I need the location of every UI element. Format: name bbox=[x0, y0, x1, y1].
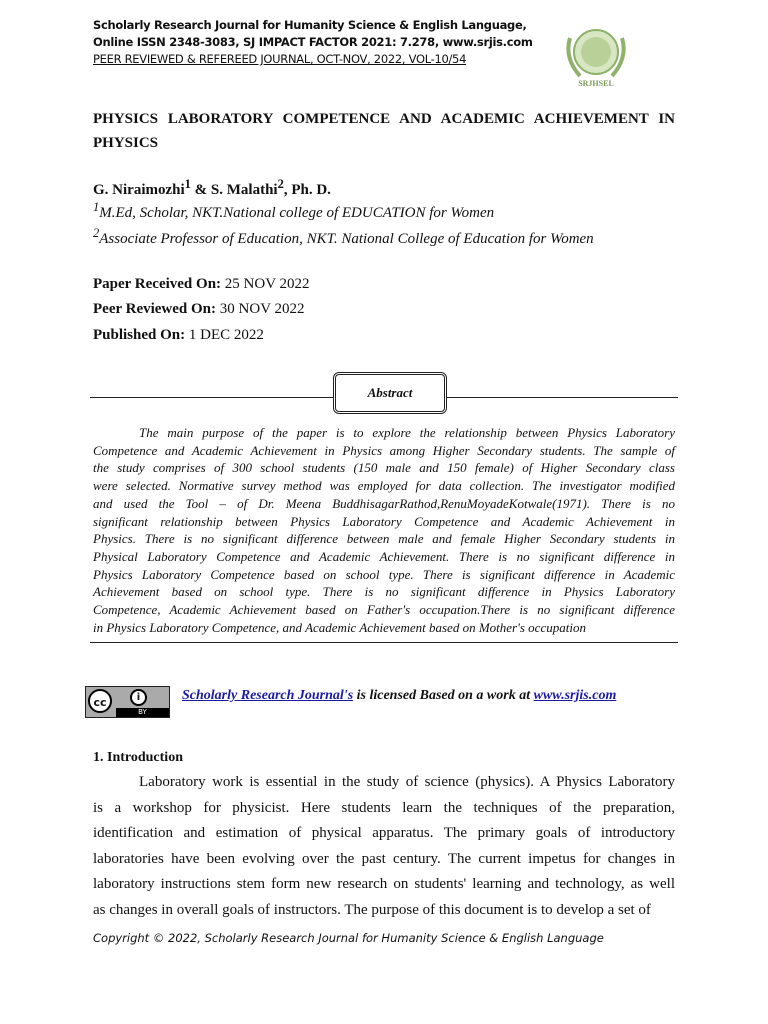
by-label: BY bbox=[116, 708, 169, 717]
journal-issn: Online ISSN 2348-3083, SJ IMPACT FACTOR 2021: 7.278, www.srjis.com bbox=[93, 35, 533, 49]
text-line: the study comprises of 300 school students (150 male and 150 female) of Higher Secondary class bbox=[93, 460, 675, 476]
authors: G. Niraimozhi$^1$ & S. Malathi$^2$, Ph. D. bbox=[93, 177, 331, 198]
text-line: is a workshop for physicist. Here students learn the techniques of the preparation, bbox=[93, 799, 675, 816]
abstract-heading: Abstract bbox=[333, 372, 447, 414]
text-line: in Physics Laboratory Competence, and Academic Achievement based on Mother's occupation bbox=[93, 619, 586, 635]
website-link[interactable]: www.srjis.com bbox=[533, 688, 617, 703]
copyright-footer: Copyright © 2022, Scholarly Research Journal for Humanity Science & English Language bbox=[93, 931, 604, 945]
text-line: Achievement based on school type. There is no significant difference in Physics Laboratory bbox=[93, 584, 675, 600]
affiliation-2: $^2$Associate Professor of Education, NKT. National College of Education for Women bbox=[93, 226, 594, 247]
attribution-icon: i bbox=[130, 689, 147, 706]
date-reviewed: Peer Reviewed On: 30 NOV 2022 bbox=[93, 301, 305, 317]
text-line: Laboratory work is essential in the study of science (physics). A Physics Laboratory bbox=[139, 774, 675, 790]
svg-text:SRJHSEL: SRJHSEL bbox=[578, 79, 614, 88]
text-line: Physics. There is no significant difference between male and female Higher Secondary students in bbox=[93, 531, 675, 547]
abstract-bottom-rule bbox=[90, 642, 678, 643]
cc-by-badge bbox=[85, 686, 170, 718]
text-line: laboratory instructions stem form new research on students' learning and technology, as well bbox=[93, 876, 675, 893]
text-line: The main purpose of the paper is to explore the relationship between Physics Laboratory bbox=[139, 425, 675, 440]
cc-icon: cc bbox=[88, 689, 112, 713]
text-line: laboratories have been evolving over the past century. The current impetus for changes in bbox=[93, 850, 675, 867]
journal-volume: PEER REVIEWED & REFEREED JOURNAL, OCT-NOV, 2022, VOL-10/54 bbox=[93, 52, 467, 66]
license-text: Scholarly Research Journal's is licensed Based on a work at www.srjis.com bbox=[182, 688, 617, 703]
section-heading-introduction: 1. Introduction bbox=[93, 750, 183, 765]
date-published: Published On: 1 DEC 2022 bbox=[93, 327, 264, 343]
journal-link[interactable]: Scholarly Research Journal's bbox=[182, 688, 354, 703]
text-line: Physical Laboratory Competence and Academic Achievement. There is no significant difference in bbox=[93, 548, 675, 564]
text-line: significant relationship between Physics Laboratory Competence and Academic Achievement in bbox=[93, 513, 675, 529]
text-line: as changes in overall goals of instructors. The purpose of this document is to develop a set of bbox=[93, 902, 651, 918]
text-line: identification and estimation of physical apparatus. The primary goals of introductory bbox=[93, 825, 675, 842]
text-line: and used the Tool – of Dr. Meena BuddhisagarRathod,RenuMoyadeKotwale(1971). There is no bbox=[93, 495, 675, 511]
paper-title-line1: PHYSICS LABORATORY COMPETENCE AND ACADEMIC ACHIEVEMENT IN bbox=[93, 111, 675, 127]
journal-name: Scholarly Research Journal for Humanity Science & English Language, bbox=[93, 18, 527, 32]
text-line: were selected. Normative survey method was employed for data collection. The investigator modified bbox=[93, 478, 675, 494]
text-line: Competence, Academic Achievement based on Father's occupation.There is no significant difference bbox=[93, 602, 675, 617]
text-line: Physics Laboratory Competence based on school type. There is significant difference in Academic bbox=[93, 566, 675, 582]
text-line: Competence and Academic Achievement in Physics among Higher Secondary students. The sample of bbox=[93, 442, 675, 458]
affiliation-1: $^1$M.Ed, Scholar, NKT.National college of EDUCATION for Women bbox=[93, 200, 495, 221]
journal-logo bbox=[560, 18, 632, 90]
paper-title-line2: PHYSICS bbox=[93, 135, 159, 151]
date-received: Paper Received On: 25 NOV 2022 bbox=[93, 276, 310, 292]
